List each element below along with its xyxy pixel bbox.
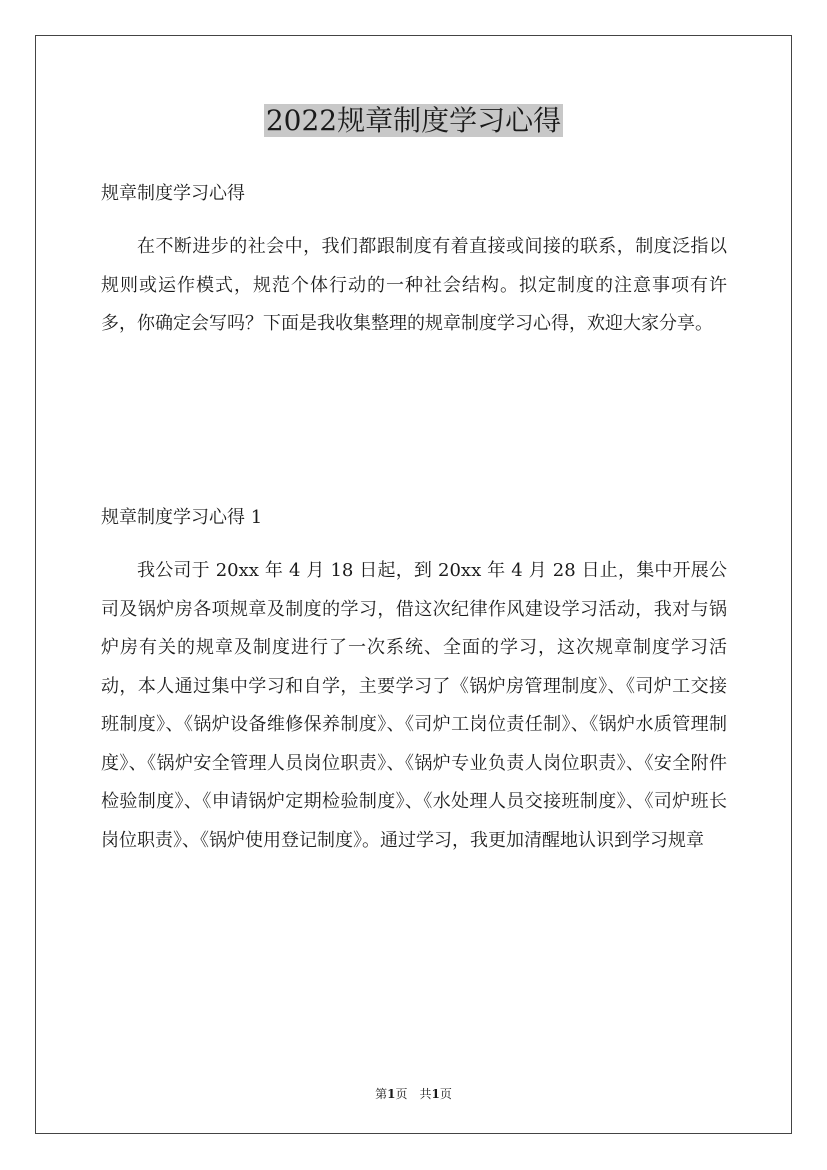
footer-page-total: 1 bbox=[431, 1087, 440, 1101]
document-title-text: 2022规章制度学习心得 bbox=[265, 104, 562, 137]
footer-page-mid: 页 共 bbox=[395, 1087, 432, 1101]
footer-page-suffix: 页 bbox=[439, 1087, 452, 1101]
document-title bbox=[0, 100, 827, 142]
page-footer bbox=[0, 1086, 827, 1102]
footer-page-prefix: 第 bbox=[375, 1087, 388, 1101]
section-heading: 规章制度学习心得 bbox=[101, 183, 245, 204]
intro-paragraph-block bbox=[101, 228, 727, 344]
body-paragraph-block bbox=[101, 552, 727, 860]
intro-paragraph: 在不断进步的社会中，我们都跟制度有着直接或间接的联系，制度泛指以规则或运作模式，规范个体行动的一种社会结构。拟定制度的注意事项有许多，你确定会写吗？下面是我收集整理的规章制度学习心得，欢迎大家分享。 bbox=[101, 236, 727, 334]
body-paragraph: 我公司于 20xx 年 4 月 18 日起，到 20xx 年 4 月 28 日止，集中开展公司及锅炉房各项规章及制度的学习，借这次纪律作风建设学习活动，我对与锅炉房有关的规章及制度进行了一次系统、全面的学习，这次规章制度学习活动，本人通过集中学习和自学，主要学习了《锅炉房管理制度》、《司炉工交接班制度》、《锅炉设备维修保养制度》、《司炉工岗位责任制》、《锅炉水质管理制度》、《锅炉安全管理人员岗位职责》、《锅炉专业负责人岗位职责》、《安全附件检验制度》、《申请锅炉定期检验制度》、《水处理人员交接班制度》、《司炉班长岗位职责》、《锅炉使用登记制度》。通过学习，我更加清醒地认识到学习规章 bbox=[101, 560, 727, 851]
subsection-heading: 规章制度学习心得 1 bbox=[101, 507, 263, 528]
footer-page-current: 1 bbox=[387, 1087, 396, 1101]
